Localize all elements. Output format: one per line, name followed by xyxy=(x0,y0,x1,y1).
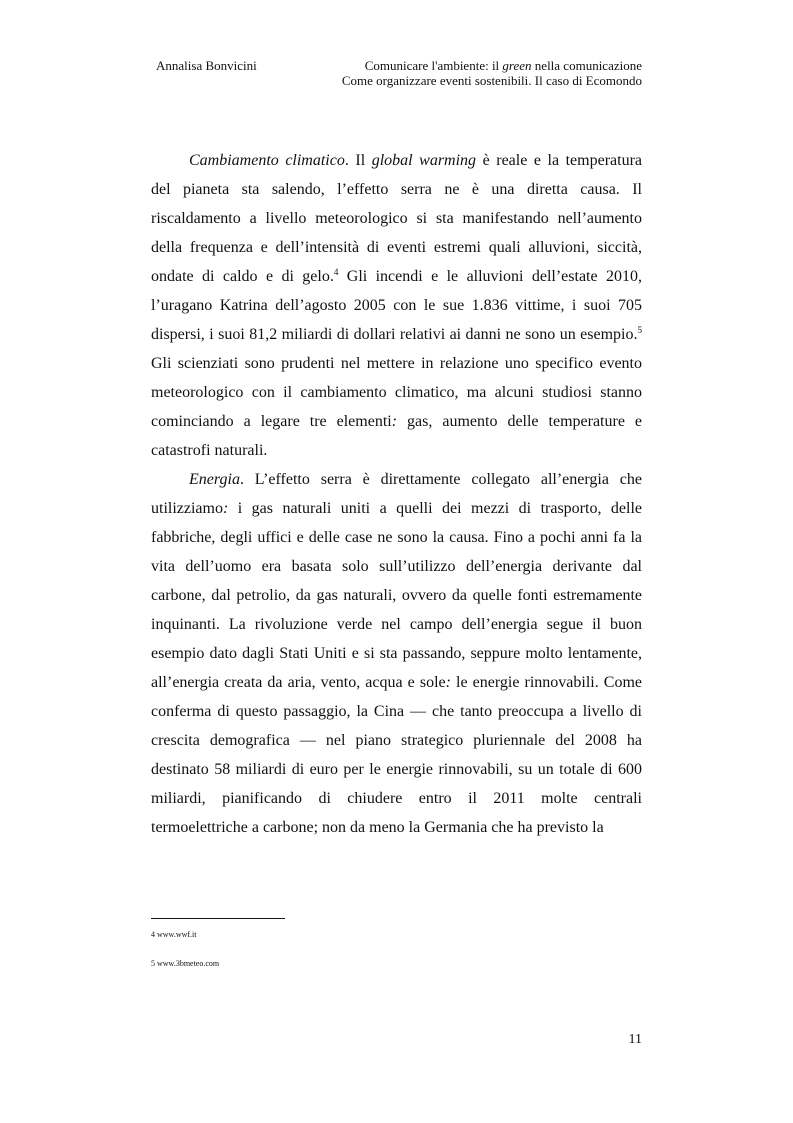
footnote-ref: 5 xyxy=(637,325,642,335)
footnote-ref: 4 xyxy=(333,267,339,277)
paragraph-climate: Cambiamento climatico. Il global warming è reale e la temperatura del pianeta sta salendo, l’effetto serra ne è una diretta causa. Il riscaldamento a livello meteorologico si sta manifestando nell’aumento della frequenza e dell’intensità di eventi estremi quali alluvioni, siccità, ondate di caldo e di gelo.$^4$ Gli incendi e le alluvioni dell’estate 2010, l’uragano Katrina dell’agosto 2005 con le sue 1.836 vittime, i suoi 705 dispersi, i suoi 81,2 miliardi di dollari relativi ai danni ne sono un esempio.$^5$ Gli scienziati sono prudenti nel mettere in relazione uno specifico evento meteorologico con il cambiamento climatico, ma alcuni studiosi stanno cominciando a legare tre elementi: gas, aumento delle temperature e catastrofi naturali. xyxy=(151,152,643,459)
paragraph-energy: Energia. L’effetto serra è direttamente collegato all’energia che utilizziamo: i gas naturali uniti a quelli dei mezzi di trasporto, delle fabbriche, degli uffici e delle case ne sono la causa. Fino a pochi anni fa la vita dell’uomo era basata solo sull’utilizzo dell’energia derivante dal carbone, dal petrolio, da gas naturali, ovvero da quelle fonti estremamente inquinanti. La rivoluzione verde nel campo dell’energia segue il buon esempio dato dagli Stati Uniti e si sta passando, seppure molto lentamente, all’energia creata da aria, vento, acqua e sole: le energie rinnovabili. Come conferma di questo passaggio, la Cina — che tanto preoccupa a livello di crescita demografica — nel piano strategico pluriennale del 2008 ha destinato 58 miliardi di euro per le energie rinnovabili, su un totale di 600 miliardi, pianificando di chiudere entro il 2011 molte centrali termoelettriche a carbone; non da meno la Germania che ha previsto la xyxy=(151,471,643,836)
footnote-5: 5 www.3bmeteo.com xyxy=(151,959,220,968)
paragraph-lead: Cambiamento climatico xyxy=(189,152,345,169)
header-author: Annalisa Bonvicini xyxy=(156,58,257,73)
paragraph-lead: Energia xyxy=(189,471,240,488)
header-title xyxy=(342,58,642,88)
footnote-separator xyxy=(151,918,285,919)
body-text xyxy=(151,146,642,842)
header-title-line1: Comunicare l'ambiente: il green nella comunicazione xyxy=(364,58,642,73)
header-title-line2: Come organizzare eventi sostenibili. Il caso di Ecomondo xyxy=(341,73,642,88)
footnote-4: 4 www.wwf.it xyxy=(151,930,197,939)
page-number: 11 xyxy=(628,1032,642,1047)
